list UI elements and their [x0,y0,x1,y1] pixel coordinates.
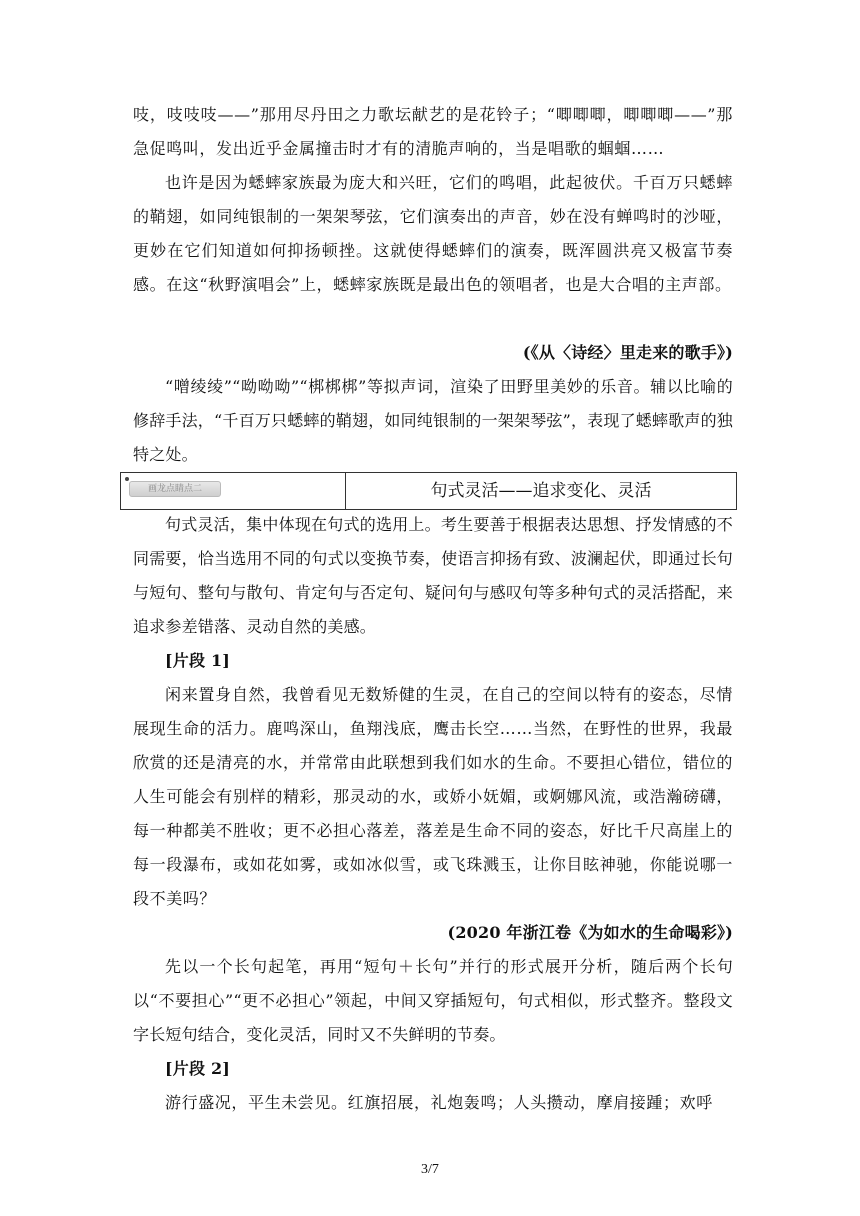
section-banner [120,472,737,510]
fragment-1-text: 闲来置身自然，我曾看见无数矫健的生灵，在自己的空间以特有的姿态，尽情展现生命的活力。鹿鸣深山，鱼翔浅底，鹰击长空……当然，在野性的世界，我最欣赏的还是清亮的水，并常常由此联想到我们如水的生命。不要担心错位，错位的人生可能会有别样的精彩，那灵动的水，或娇小妩媚，或婀娜风流，或浩瀚磅礴，每一种都美不胜收；更不必担心落差，落差是生命不同的姿态，好比千尺高崖上的每一段瀑布，或如花如雾，或如冰似雪，或飞珠溅玉，让你目眩神驰，你能说哪一段不美吗？ [133,685,733,908]
banner-tag-cell [121,473,346,509]
fragment-2-text: 游行盛况，平生未尝见。红旗招展，礼炮轰鸣；人头攒动，摩肩接踵；欢呼 [165,1093,713,1112]
source-citation-2: (2020 年浙江卷《为如水的生命喝彩》) [447,923,733,942]
fragment-1-label: [片段 1] [165,651,231,670]
page-number: 3/7 [421,1162,439,1177]
bullet-icon [125,477,129,481]
section-tag-badge: 画龙点睛点二 [129,481,221,497]
cricket-paragraph: 也许是因为蟋蟀家族最为庞大和兴旺，它们的鸣唱，此起彼伏。千百万只蟋蟀的鞘翅，如同纯银制的一架架琴弦，它们演奏出的声音，妙在没有蝉鸣时的沙哑，更妙在它们知道如何抑扬顿挫。这就使得蟋蟀们的演奏，既浑圆洪亮又极富节奏感。在这“秋野演唱会”上，蟋蟀家族既是最出色的领唱者，也是大合唱的主声部。 [133,173,733,294]
section-intro-paragraph: 句式灵活，集中体现在句式的选用上。考生要善于根据表达思想、抒发情感的不同需要，恰当选用不同的句式以变换节奏，使语言抑扬有致、波澜起伏，即通过长句与短句、整句与散句、肯定句与否定句、疑问句与感叹句等多种句式的灵活搭配，来追求参差错落、灵动自然的美感。 [133,515,733,636]
intro-paragraph: 吱，吱吱吱——”那用尽丹田之力歌坛献艺的是花铃子；“唧唧唧，唧唧唧——”那急促鸣叫，发出近乎金属撞击时才有的清脆声响的，当是唱歌的蝈蝈…… [133,105,733,158]
source-citation-1: (《从〈诗经〉里走来的歌手》) [522,343,733,362]
section-title: 句式灵活——追求变化、灵活 [430,481,652,501]
analysis-paragraph-2: 先以一个长句起笔，再用“短句＋长句”并行的形式展开分析，随后两个长句以“不要担心”“更不必担心”领起，中间又穿插短句，句式相似，形式整齐。整段文字长短句结合，变化灵活，同时又不失鲜明的节奏。 [133,957,733,1044]
analysis-paragraph-1: “噌绫绫”“呦呦呦”“梆梆梆”等拟声词，渲染了田野里美妙的乐音。辅以比喻的修辞手法，“千百万只蟋蟀的鞘翅，如同纯银制的一架架琴弦”，表现了蟋蟀歌声的独特之处。 [133,377,733,464]
fragment-2-label: [片段 2] [165,1059,231,1078]
